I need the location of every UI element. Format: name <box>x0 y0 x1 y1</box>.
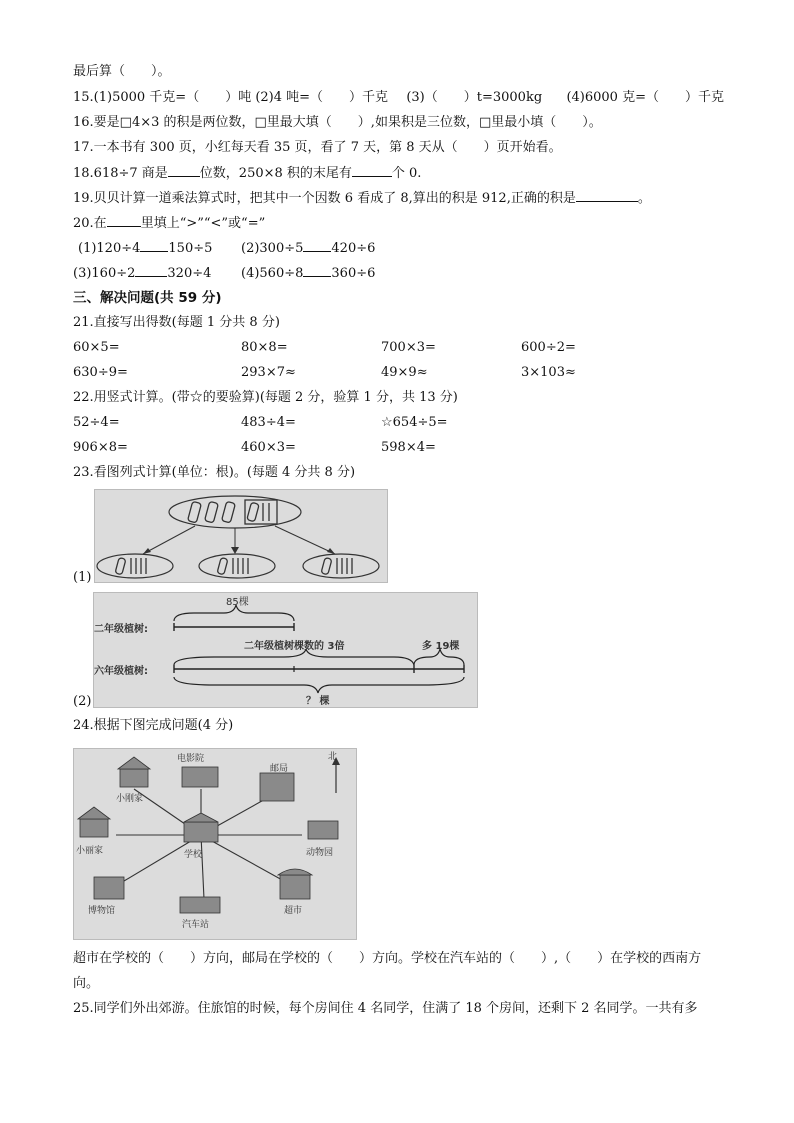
section-heading: 三、解决问题(共 59 分) <box>73 290 222 306</box>
q21-item: 600÷2= <box>521 340 576 355</box>
map-label-north: 北 <box>328 752 338 762</box>
fig2-top-label: 85棵 <box>226 597 249 608</box>
q24-text-line2: 向。 <box>73 976 100 991</box>
q20-title <box>73 213 265 234</box>
fig2-row1-label: 二年级植树: <box>94 624 148 635</box>
q19 <box>73 188 651 209</box>
answer-blank[interactable] <box>576 188 638 202</box>
q24-text-line1: 超市在学校的（ ）方向，邮局在学校的（ ）方向。学校在汽车站的（ ）,（ ）在学校的西南方 <box>73 951 702 966</box>
map-label-xiaogang-home: 小刚家 <box>116 794 144 804</box>
q23-title: 23.看图列式计算(单位：根)。(每题 4 分共 8 分) <box>73 465 356 480</box>
q20-item-3-right: 320÷4 <box>167 266 212 281</box>
sticks-figure <box>94 489 388 583</box>
q20-item-1-right: 150÷5 <box>168 241 213 256</box>
map-label-xiaoli-home: 小丽家 <box>76 846 104 856</box>
q18-part-c: 个 0. <box>391 166 422 181</box>
map-label-post-office: 邮局 <box>270 764 289 774</box>
q20-item-3-left: (3)160÷2 <box>73 266 136 281</box>
map-label-supermarket: 超市 <box>284 906 303 916</box>
map-label-cinema: 电影院 <box>177 754 205 764</box>
map-label-bus-station: 汽车站 <box>182 920 210 930</box>
q19-end: 。 <box>637 191 651 206</box>
direction-map <box>73 748 357 940</box>
map-label-school: 学校 <box>184 850 203 860</box>
q15 <box>73 88 724 108</box>
q20-title-b: 里填上“>”“<”或“=” <box>140 216 266 231</box>
q14-tail: 最后算（ ）。 <box>73 64 171 79</box>
q22-item: 460×3= <box>241 440 296 455</box>
map-label-zoo: 动物园 <box>306 848 334 858</box>
q23-label-1: (1) <box>73 570 92 585</box>
q21-item: 293×7≈ <box>241 365 296 380</box>
q15-part-c: (4)6000 克=（ ）千克 <box>566 90 724 105</box>
answer-blank[interactable] <box>303 263 331 277</box>
q25: 25.同学们外出郊游。住旅馆的时候，每个房间住 4 名同学，住满了 18 个房间，还剩下 2 名同学。一共有多 <box>73 1001 698 1016</box>
answer-blank[interactable] <box>352 163 392 177</box>
q21-item: 60×5= <box>73 340 120 355</box>
tree-planting-figure <box>93 592 478 708</box>
q22-item: ☆654÷5= <box>381 415 448 430</box>
fig2-more-label: 多 19棵 <box>422 641 460 652</box>
q20-item-2-left: (2)300÷5 <box>241 241 304 256</box>
answer-blank[interactable] <box>140 238 168 252</box>
q22-item: 52÷4= <box>73 415 120 430</box>
q20-item-4-right: 360÷6 <box>331 266 376 281</box>
map-label-museum: 博物馆 <box>88 906 116 916</box>
q22-title: 22.用竖式计算。(带☆的要验算)(每题 2 分，验算 1 分，共 13 分) <box>73 390 458 405</box>
q20-item-2 <box>241 238 375 259</box>
q22-item: 483÷4= <box>241 415 296 430</box>
q21-item: 49×9≈ <box>381 365 428 380</box>
q20-item-1 <box>78 238 212 259</box>
q19-text: 19.贝贝计算一道乘法算式时，把其中一个因数 6 看成了 8,算出的积是 912,正确的积是 <box>73 191 576 206</box>
fig2-row2-label: 六年级植树: <box>94 666 148 677</box>
q24-title: 24.根据下图完成问题(4 分) <box>73 718 234 733</box>
q17: 17.一本书有 300 页，小红每天看 35 页，看了 7 天，第 8 天从（ ）页开始看。 <box>73 140 562 155</box>
q21-item: 3×103≈ <box>521 365 576 380</box>
q15-part-b: (3)（ ）t=3000kg <box>406 90 543 105</box>
answer-blank[interactable] <box>168 163 200 177</box>
fig2-bottom-label: ？ 棵 <box>306 696 330 707</box>
q20-item-1-left: (1)120÷4 <box>78 241 141 256</box>
q21-item: 700×3= <box>381 340 436 355</box>
q22-item: 906×8= <box>73 440 128 455</box>
answer-blank <box>107 213 141 227</box>
map-diagram <box>74 749 356 939</box>
q20-item-3 <box>73 263 211 284</box>
fig2-mid-label: 二年级植树棵数的 3倍 <box>244 641 345 652</box>
q21-title: 21.直接写出得数(每题 1 分共 8 分) <box>73 315 280 330</box>
q18-part-a: 18.618÷7 商是 <box>73 166 168 181</box>
q21-item: 80×8= <box>241 340 288 355</box>
q20-item-4-left: (4)560÷8 <box>241 266 304 281</box>
sticks-diagram <box>95 490 387 582</box>
q20-item-2-right: 420÷6 <box>331 241 376 256</box>
q21-item: 630÷9= <box>73 365 128 380</box>
q18 <box>73 163 421 184</box>
q20-title-a: 20.在 <box>73 216 107 231</box>
q23-label-2: (2) <box>73 694 92 709</box>
q20-item-4 <box>241 263 375 284</box>
q16: 16.要是□4×3 的积是两位数，□里最大填（ ）,如果积是三位数，□里最小填（ ）。 <box>73 115 602 130</box>
q18-part-b: 位数，250×8 积的末尾有 <box>199 166 352 181</box>
q15-part-a: 15.(1)5000 千克=（ ）吨 (2)4 吨=（ ）千克 <box>73 90 389 105</box>
q22-item: 598×4= <box>381 440 436 455</box>
answer-blank[interactable] <box>135 263 167 277</box>
answer-blank[interactable] <box>303 238 331 252</box>
